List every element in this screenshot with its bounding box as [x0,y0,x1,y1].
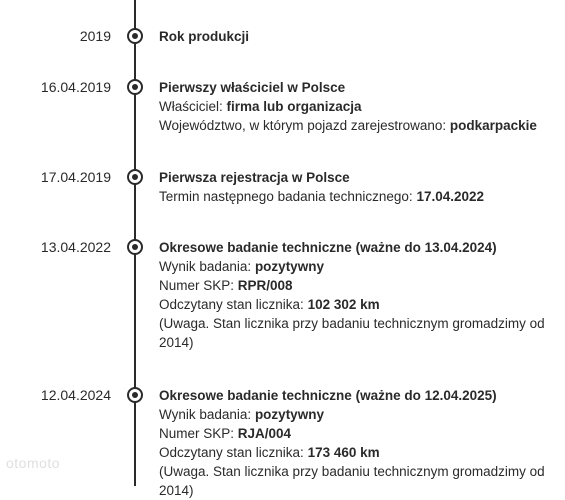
event-date: 12.04.2024 [40,387,111,403]
event-content [159,238,549,352]
timeline-dot-icon [127,28,143,44]
event-detail-skp: Numer SKP: RPR/008 [159,278,293,293]
event-content [159,386,549,500]
event-detail-result: Wynik badania: pozytywny [159,259,324,274]
event-title: Okresowe badanie techniczne (ważne do 12.04.2025) [159,388,497,403]
event-detail-skp: Numer SKP: RJA/004 [159,426,292,441]
event-content [159,78,549,135]
event-content [159,27,549,46]
event-title: Pierwszy właściciel w Polsce [159,80,346,95]
event-title: Pierwsza rejestracja w Polsce [159,170,350,185]
event-detail-voivodeship: Województwo, w którym pojazd zarejestrowano: podkarpackie [159,118,537,133]
event-detail-result: Wynik badania: pozytywny [159,407,324,422]
event-date: 16.04.2019 [40,79,111,95]
event-detail-next-inspection: Termin następnego badania technicznego: 17.04.2022 [159,189,485,204]
event-date: 13.04.2022 [40,239,111,255]
event-detail-odometer: Odczytany stan licznika: 102 302 km [159,297,380,312]
watermark-logo: otomoto [6,455,61,471]
event-title: Rok produkcji [159,29,250,44]
event-date: 17.04.2019 [40,169,111,185]
timeline-dot-icon [127,79,143,95]
timeline-dot-icon [127,239,143,255]
timeline-dot-icon [127,387,143,403]
event-detail-note: (Uwaga. Stan licznika przy badaniu technicznym gromadzimy od 2014) [159,316,545,350]
event-detail-odometer: Odczytany stan licznika: 173 460 km [159,445,380,460]
event-date: 2019 [79,28,111,44]
event-content [159,168,549,206]
event-detail-note: (Uwaga. Stan licznika przy badaniu technicznym gromadzimy od 2014) [159,464,545,498]
event-title: Okresowe badanie techniczne (ważne do 13.04.2024) [159,240,497,255]
timeline-dot-icon [127,169,143,185]
event-detail-owner: Właściciel: firma lub organizacja [159,99,362,114]
